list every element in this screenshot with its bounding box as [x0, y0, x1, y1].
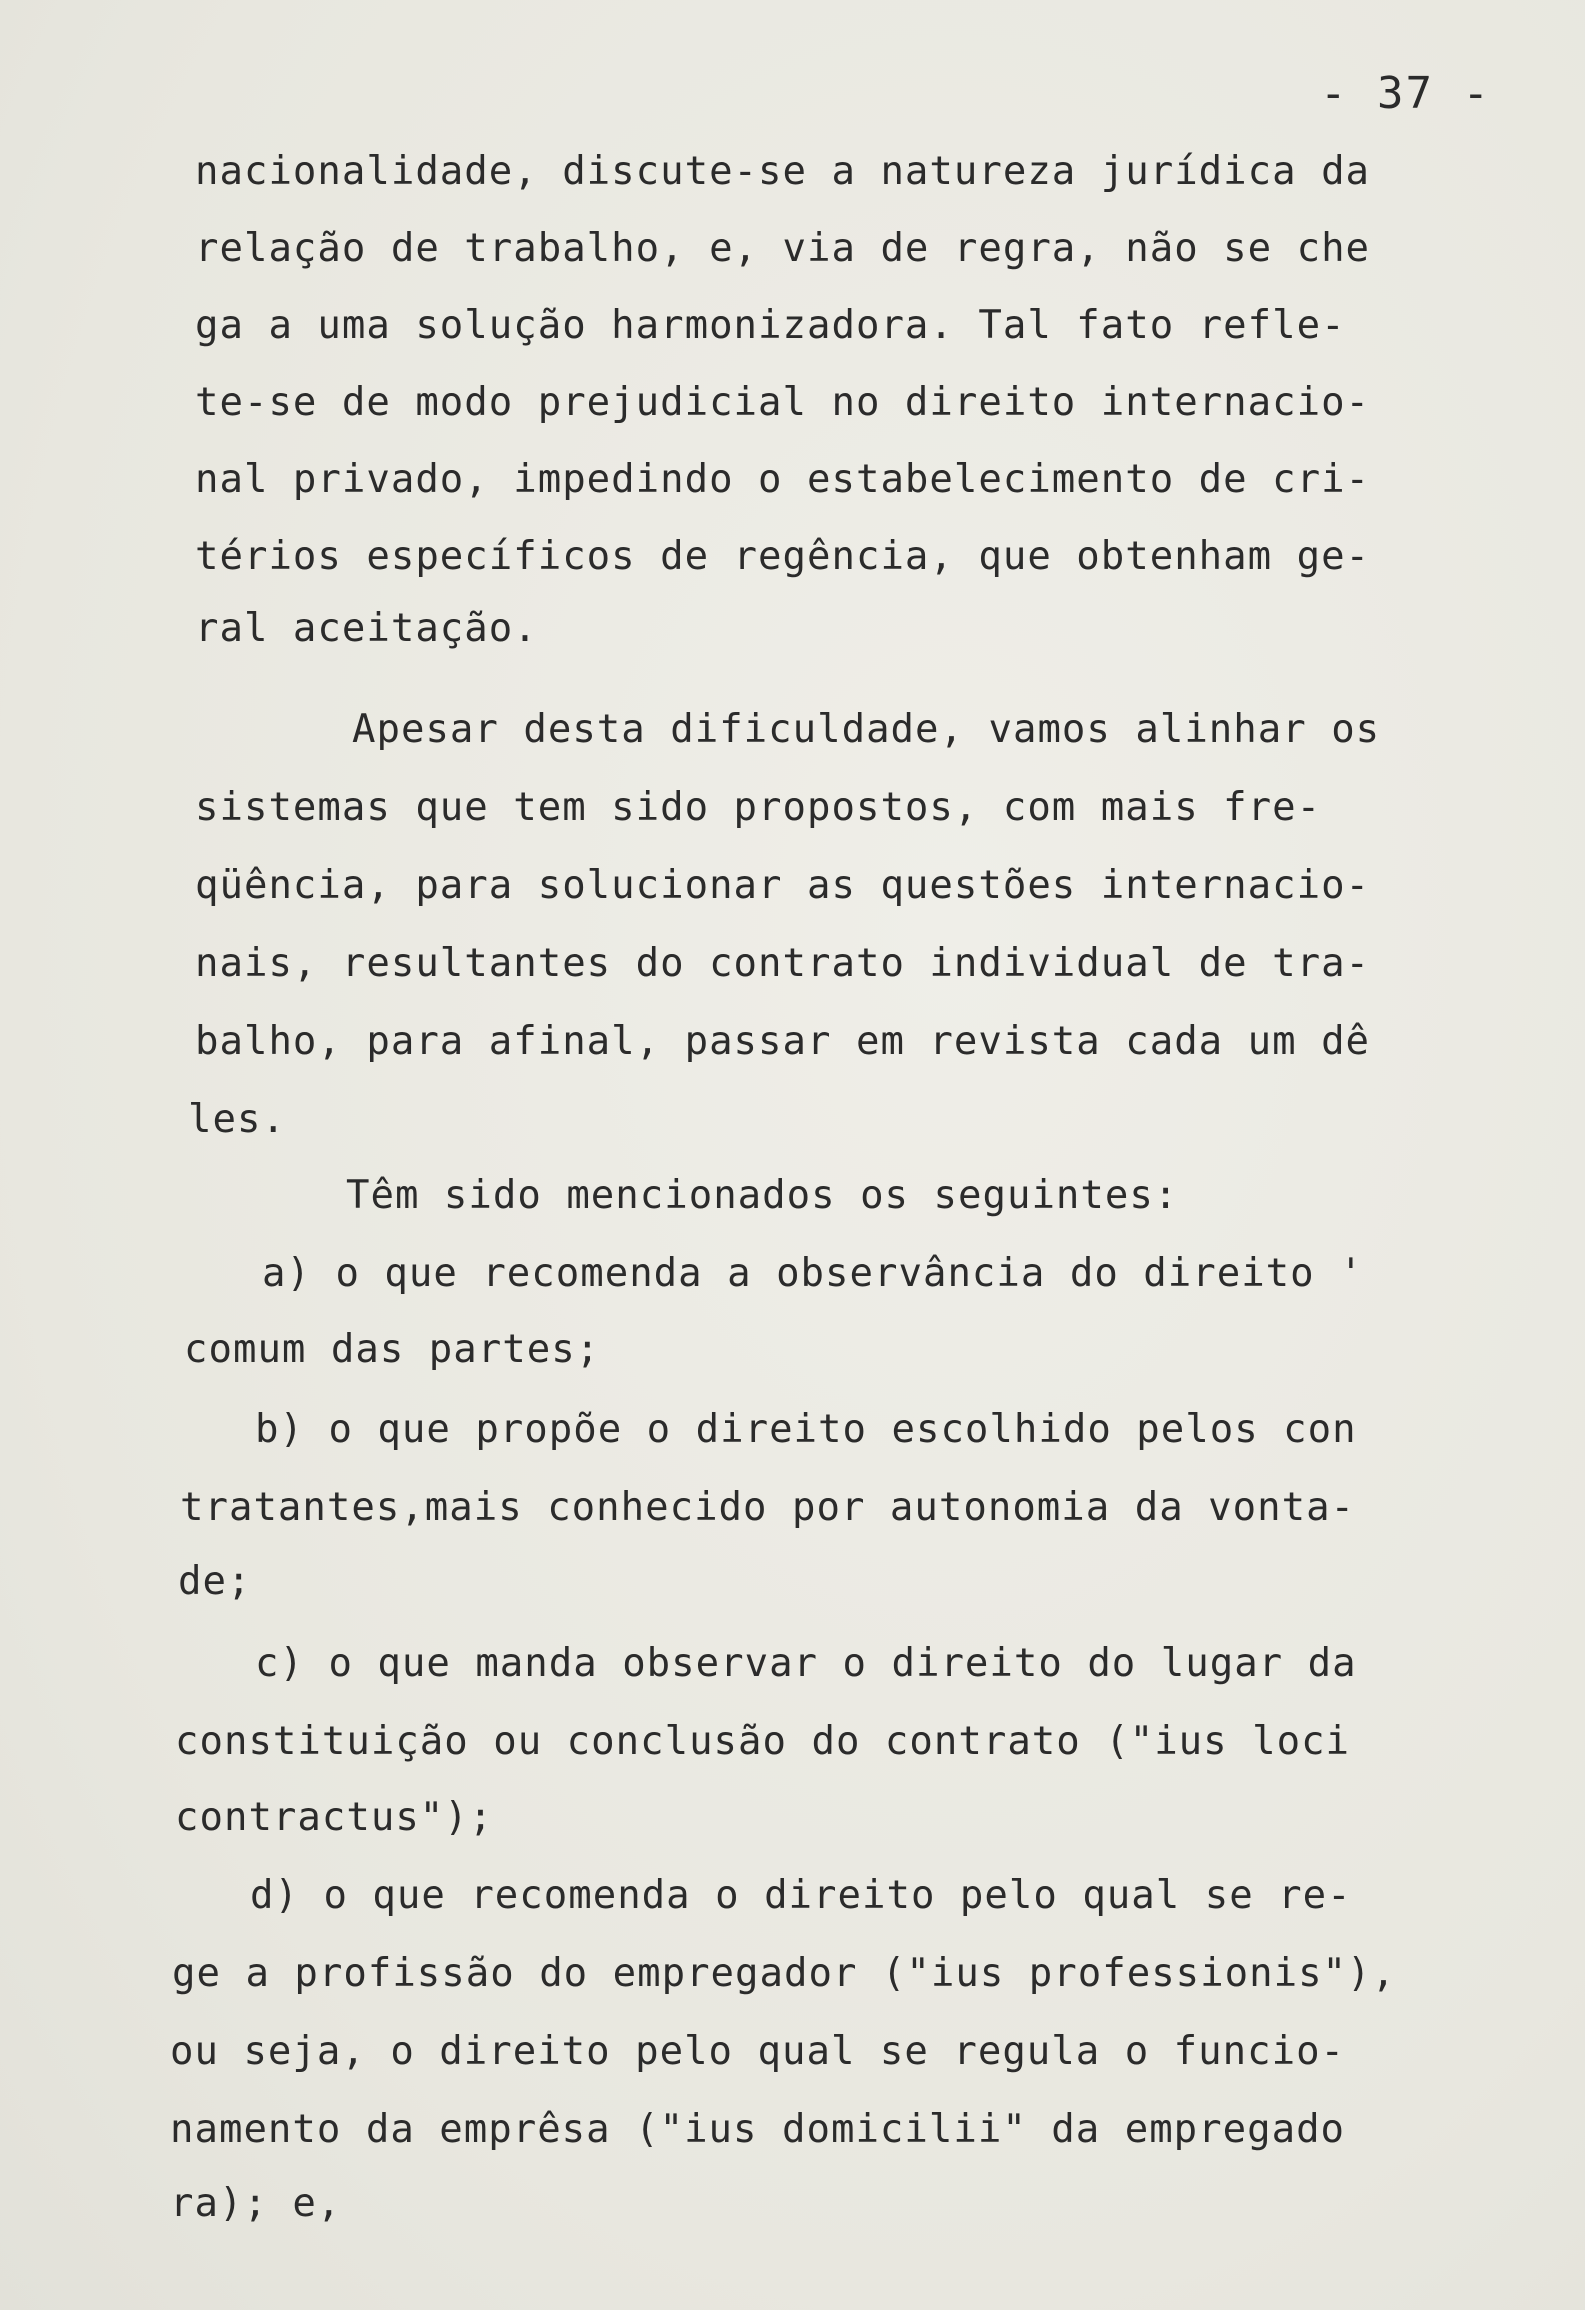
text-line-18: tratantes,mais conhecido por autonomia da vonta-	[180, 1485, 1356, 1530]
text-line-2: relação de trabalho, e, via de regra, não se che	[195, 226, 1371, 271]
text-line-8: Apesar desta dificuldade, vamos alinhar os	[352, 707, 1381, 752]
text-line-1: nacionalidade, discute-se a natureza jurídica da	[195, 149, 1371, 194]
text-line-10: qüência, para solucionar as questões internacio-	[195, 863, 1371, 908]
page-number: - 37 -	[1320, 68, 1491, 119]
text-line-20: c) o que manda observar o direito do lugar da	[255, 1641, 1357, 1686]
text-line-26: namento da emprêsa ("ius domicilii" da empregado	[170, 2107, 1346, 2152]
text-line-3: ga a uma solução harmonizadora. Tal fato refle-	[195, 303, 1346, 348]
text-line-12: balho, para afinal, passar em revista cada um dê	[195, 1019, 1371, 1064]
text-line-24: ge a profissão do empregador ("ius professionis"),	[172, 1951, 1396, 1996]
text-line-13: les.	[188, 1097, 286, 1142]
text-line-17: b) o que propõe o direito escolhido pelos con	[255, 1407, 1357, 1452]
text-line-23: d) o que recomenda o direito pelo qual se re-	[250, 1873, 1352, 1918]
text-line-7: ral aceitação.	[195, 606, 538, 651]
text-line-6: térios específicos de regência, que obtenham ge-	[195, 534, 1371, 579]
text-line-14: Têm sido mencionados os seguintes:	[346, 1173, 1179, 1218]
text-line-15: a) o que recomenda a observância do direito '	[262, 1251, 1364, 1296]
text-line-27: ra); e,	[170, 2181, 342, 2226]
text-line-22: contractus");	[175, 1795, 494, 1840]
text-line-19: de;	[178, 1559, 252, 1604]
text-line-5: nal privado, impedindo o estabelecimento de cri-	[195, 457, 1371, 502]
text-line-16: comum das partes;	[184, 1327, 601, 1372]
text-line-4: te-se de modo prejudicial no direito internacio-	[195, 380, 1371, 425]
text-line-25: ou seja, o direito pelo qual se regula o funcio-	[170, 2029, 1346, 2074]
text-line-9: sistemas que tem sido propostos, com mais fre-	[195, 785, 1322, 830]
text-line-21: constituição ou conclusão do contrato ("ius loci	[175, 1719, 1351, 1764]
text-line-11: nais, resultantes do contrato individual de tra-	[195, 941, 1371, 986]
